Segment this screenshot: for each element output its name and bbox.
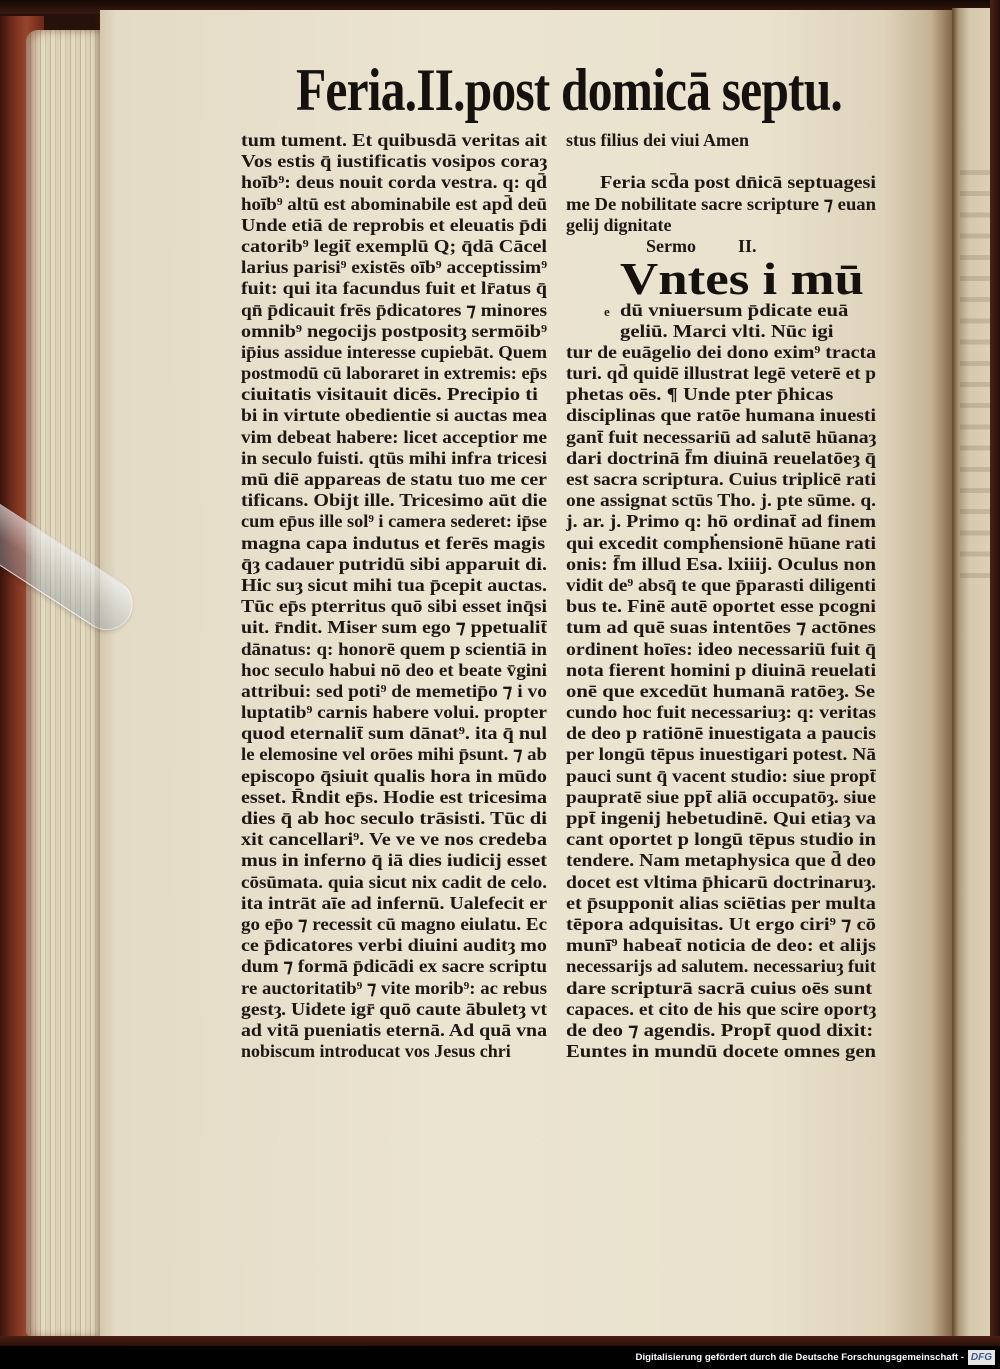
text-line: ordinent hoīes: ideo necessariū fuit q̄ — [566, 638, 877, 659]
text-line: vidit de⁹ absq̄ te que p̄parasti diligenti — [566, 574, 877, 595]
text-line: dari doctrinā f̄m diuinā reuelatōeȝ q̄ — [566, 447, 876, 468]
rubricator-guide-letter: e — [604, 303, 610, 319]
text-line: disciplinas que ratōe humana inuesti — [566, 405, 877, 426]
text-line: one assignat sctūs Tho. j. pte sūme. q. — [566, 490, 876, 511]
text-line: ip̄ius assidue interesse cupiebāt. Quem — [241, 341, 548, 362]
text-line: fuit: qui ita facundus fuit et lr̄atus q̄ — [241, 278, 547, 299]
text-line: cum ep̄us ille sol⁹ i camera sederet: ip̄se — [241, 511, 548, 532]
text-line: quod eternalit̄ sum dānat⁹. ita q̄ nul — [241, 723, 548, 744]
blank-line — [566, 151, 876, 172]
text-line: hoīb⁹ altū est abominabile est apd̄ deū — [241, 193, 547, 214]
text-line: j. ar. j. Primo q: hō ordinat̄ ad finem — [566, 511, 876, 532]
funding-credit-text: Digitalisierung gefördert durch die Deutsche Forschungsgemeinschaft - — [635, 1352, 964, 1363]
sermon-rubric-line: Feria scd̄a post dn̄icā septuagesi — [600, 172, 877, 193]
digitization-credit-bar — [0, 1346, 1000, 1369]
text-line: onē que excedūt humanā ratōeȝ. Se — [566, 680, 876, 701]
facing-page-text-shadow — [960, 158, 990, 578]
text-line: stus filius dei viui Amen — [566, 130, 750, 150]
left-text-column — [241, 130, 547, 1062]
text-line: per longū tēpus inuestigari potest. Nā — [566, 744, 877, 765]
text-line: docet est vltima p̄hicarū doctrinaruȝ. — [566, 871, 876, 892]
text-line: Unde etiā de reprobis et eleuatis p̄di — [241, 214, 547, 235]
text-line: dānatus: q: honorē quem p scientiā in — [241, 638, 547, 659]
text-line: qn̄ p̄dicauit frēs p̄dicatores ⁊ minores — [241, 299, 547, 320]
dfg-logo: DFG — [968, 1350, 995, 1365]
sermon-label: Sermo — [646, 235, 696, 256]
text-line: de deo ⁊ agendis. Propt̄ quod dixit: — [566, 1019, 874, 1040]
text-line: de deo p ratiōnē inuestigata a paucis — [566, 723, 877, 744]
text-line: tificans. Obijt ille. Tricesimo aūt die — [241, 490, 548, 511]
text-line: turi. qd̄ quidē illustrat legē veterē et p — [566, 363, 877, 384]
text-line: bi in virtute obedientie si auctas mea — [241, 405, 548, 426]
text-line: tendere. Nam metaphysica que d̄ deo — [566, 850, 876, 871]
text-line: et p̄supponit alias sciētias per multa — [566, 892, 876, 913]
text-line: dum ⁊ formā p̄dicādi ex sacre scriptu — [241, 956, 548, 977]
text-line: tum tument. Et quibusdā veritas ait — [241, 130, 548, 150]
display-incipit: Vntes i mū — [620, 253, 864, 305]
text-line: geliū. Marci vlti. Nūc igi — [620, 320, 834, 341]
text-line: gestȝ. Uidete igr̄ quō caute ābuletȝ vt — [241, 998, 548, 1019]
text-line: paupratē siue ppt̄ aliā occupatōȝ. siue — [566, 786, 876, 807]
text-line: ad vitā pueniatis eternā. Ad quā vna — [241, 1019, 548, 1040]
text-line: omnib⁹ negocijs postpositȝ sermōib⁹ — [241, 320, 548, 341]
text-line: tēpora adquisitas. Ut ergo ciri⁹ ⁊ cō — [566, 913, 876, 934]
sermon-rubric-line: me De nobilitate sacre scripture ⁊ euan — [566, 193, 877, 214]
text-line: Vos estis q̄ iustificatis vosipos coraȝ — [241, 151, 548, 172]
text-line: catorib⁹ legit̄ exemplū Q; q̄dā Cācel — [241, 235, 548, 256]
text-line: cant oportet p longū tēpus studio in — [566, 829, 876, 850]
text-line: cōsūmata. quia sicut nix cadit de celo. — [241, 871, 548, 892]
text-line: phetas oēs. ¶ Unde pter p̄hicas — [566, 384, 834, 405]
leather-cover-right — [990, 0, 1000, 1346]
text-line: qui excedit compḣensionē hūane rati — [566, 532, 876, 553]
text-line: ciuitatis visitauit dicēs. Precipio ti — [241, 384, 538, 405]
text-line: in seculo fuisti. qtūs mihi infra tricesi — [241, 447, 547, 468]
text-line: hoc seculo habui nō deo et beate v̄gini — [241, 659, 547, 680]
sermon-number: II. — [737, 235, 757, 256]
text-line: postmodū cū laboraret in extremis: ep̄s — [241, 363, 548, 384]
sermon-rubric-line: gelij dignitate — [566, 214, 672, 235]
text-line: ita intrāt aīe ad infernū. Ualefecit er — [241, 892, 548, 913]
text-line: cundo hoc fuit necessariuȝ: q: veritas — [566, 702, 876, 723]
text-line: munī⁹ habeat̄ noticia de deo: et alijs — [566, 935, 876, 956]
text-line: capaces. et cito de his que scire oportȝ — [566, 998, 876, 1019]
text-line: le elemosine vel orōes mihi p̄sunt. ⁊ ab — [241, 744, 547, 765]
text-line: dū vniuersum p̄dicate euā — [620, 299, 849, 320]
text-line: ppt̄ ingenij hebetudinē. Qui etiaȝ va — [566, 808, 876, 829]
text-line: q̄ȝ cadauer putridū sibi apparuit di. — [241, 553, 548, 574]
text-line: dare scripturā sacrā cuius oēs sunt — [566, 977, 873, 998]
text-line: xit cancellari⁹. Ve ve ve nos credeba — [241, 829, 547, 850]
text-line: Euntes in mundū docete omnes gen — [566, 1041, 876, 1062]
text-line: esset. R̄ndit ep̄s. Hodie est tricesima — [241, 786, 548, 807]
text-line: luptatib⁹ carnis habere volui. propter — [241, 702, 547, 723]
text-line: mus in inferno q̄ iā dies iudicij esset — [241, 850, 547, 871]
text-line: uit. r̄ndit. Miser sum ego ⁊ ppetualit̄ — [241, 617, 548, 638]
text-line: attribui: sed poti⁹ de memetip̄o ⁊ i vo — [241, 680, 547, 701]
text-line: vim debeat habere: licet acceptior me — [241, 426, 547, 447]
text-line: tum ad quē suas intentōes ⁊ actōnes — [566, 617, 877, 638]
text-line: onis: f̄m illud Esa. lxiiij. Oculus non — [566, 553, 877, 574]
text-line: go ep̄o ⁊ recessit cū magno eiulatu. Ec — [241, 913, 548, 934]
text-line: est sacra scriptura. Cuius triplicē rati — [566, 469, 877, 490]
text-line: necessarijs ad salutem. necessariuȝ fuit — [566, 956, 876, 977]
text-line: hoīb⁹: deus nouit corda vestra. q: qd̄ — [241, 172, 548, 193]
facing-page-edge — [952, 8, 990, 1340]
text-line: episcopo q̄siuit qualis hora in mūdo — [241, 765, 547, 786]
text-line: larius parisi⁹ existēs oīb⁹ acceptissim⁹ — [241, 257, 548, 278]
text-line: nobiscum introducat vos Jesus chri — [241, 1041, 511, 1062]
text-line: Hic suȝ sicut mihi tua p̄cepit auctas. — [241, 574, 548, 595]
text-line: gant̄ fuit necessariū ad salutē hūanaȝ — [566, 426, 877, 447]
right-text-column — [566, 130, 876, 1062]
text-line: tur de euāgelio dei dono exim⁹ tracta — [566, 341, 877, 362]
text-line: magna capa indutus et ferēs magis — [241, 532, 546, 553]
text-line: ce p̄dicatores verbi diuini auditȝ mo — [241, 935, 547, 956]
text-line: mū diē appareas de statu tuo me cer — [241, 469, 548, 489]
text-line: pauci sunt q̄ vacent studio: siue propt̄ — [566, 765, 877, 786]
text-line: dies q̄ ab hoc seculo trāsisti. Tūc di — [241, 808, 548, 828]
text-line: nota fierent homini p diuinā reuelati — [566, 659, 877, 680]
running-title: Feria.II.post domicā septu. — [296, 57, 843, 123]
text-line: re auctoritatib⁹ ⁊ vite morib⁹: ac rebus — [241, 977, 547, 998]
text-line: Tūc ep̄s pterritus quō sibi esset inq̄si — [241, 596, 548, 617]
initial-guide-line — [566, 300, 876, 321]
text-line: bus te. Finē autē oportet esse pcogni — [566, 596, 876, 617]
binding-bottom-shadow — [0, 1336, 1000, 1346]
